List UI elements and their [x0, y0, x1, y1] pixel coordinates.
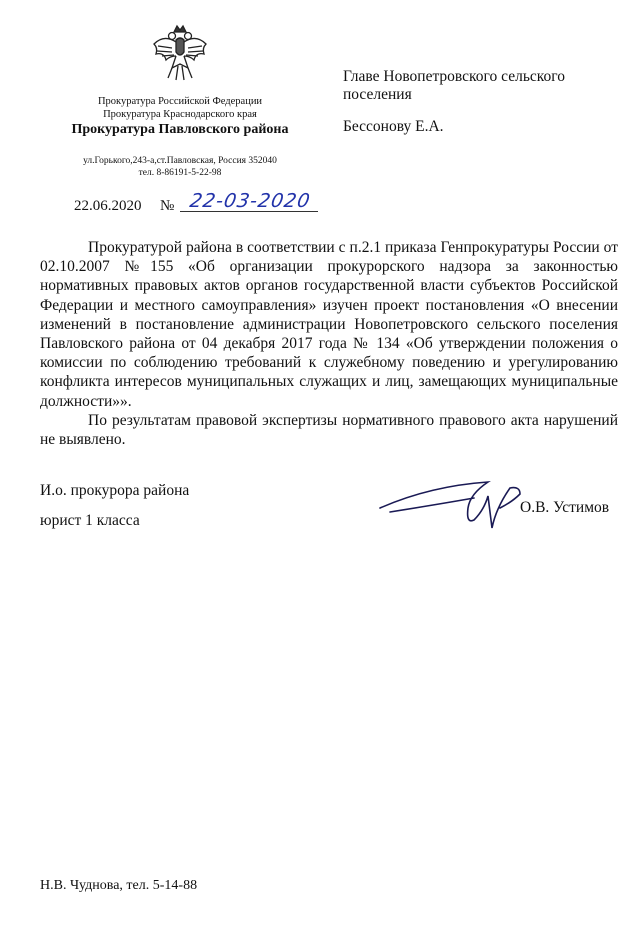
agency-address: ул.Горького,243-а,ст.Павловская, Россия 352040 — [83, 156, 277, 166]
coat-of-arms-emblem — [150, 22, 210, 84]
signatory-title: И.о. прокурора района — [40, 482, 190, 499]
letter-body — [40, 238, 618, 449]
handwritten-signature — [370, 468, 540, 538]
agency-line-2: Прокуратура Краснодарского края — [103, 109, 257, 120]
signatory-rank: юрист 1 класса — [40, 512, 140, 529]
signatory-name: О.В. Устимов — [520, 499, 610, 516]
registration-number: 22-03-2020 — [188, 190, 313, 212]
body-paragraph-1: Прокуратурой района в соответствии с п.2.1 приказа Генпрокуратуры России от 02.10.2007 №155 «Об организации прокурорского надзора за законностью нормативных правовых актов органов государственной власти субъектов Российской Федерации и местного самоуправления» изучен проект постановления «О внесении изменений в постановление администрации Новопетровского сельского поселения Павловского района от 04 декабря 2017 года № 134 «Об утверждении положения о комиссии по соблюдению требований к служебному поведению и урегулированию конфликта интересов муниципальных служащих и лиц, замещающих муниципальные должности»». — [40, 239, 618, 410]
executor-contact: Н.В. Чуднова, тел. 5-14-88 — [40, 878, 198, 893]
agency-phone: тел. 8-86191-5-22-98 — [138, 168, 222, 178]
recipient-position: Главе Новопетровского сельского поселения — [343, 68, 565, 103]
registration-underline — [180, 211, 318, 212]
agency-line-1: Прокуратура Российской Федерации — [97, 96, 263, 107]
recipient-name: Бессонову Е.А. — [343, 118, 444, 135]
document-date: 22.06.2020 — [74, 198, 142, 214]
body-paragraph-2: По результатам правовой экспертизы нормативного правового акта нарушений не выявлено. — [40, 411, 618, 449]
agency-name: Прокуратура Павловского района — [71, 122, 289, 137]
number-sign: № — [160, 198, 175, 214]
